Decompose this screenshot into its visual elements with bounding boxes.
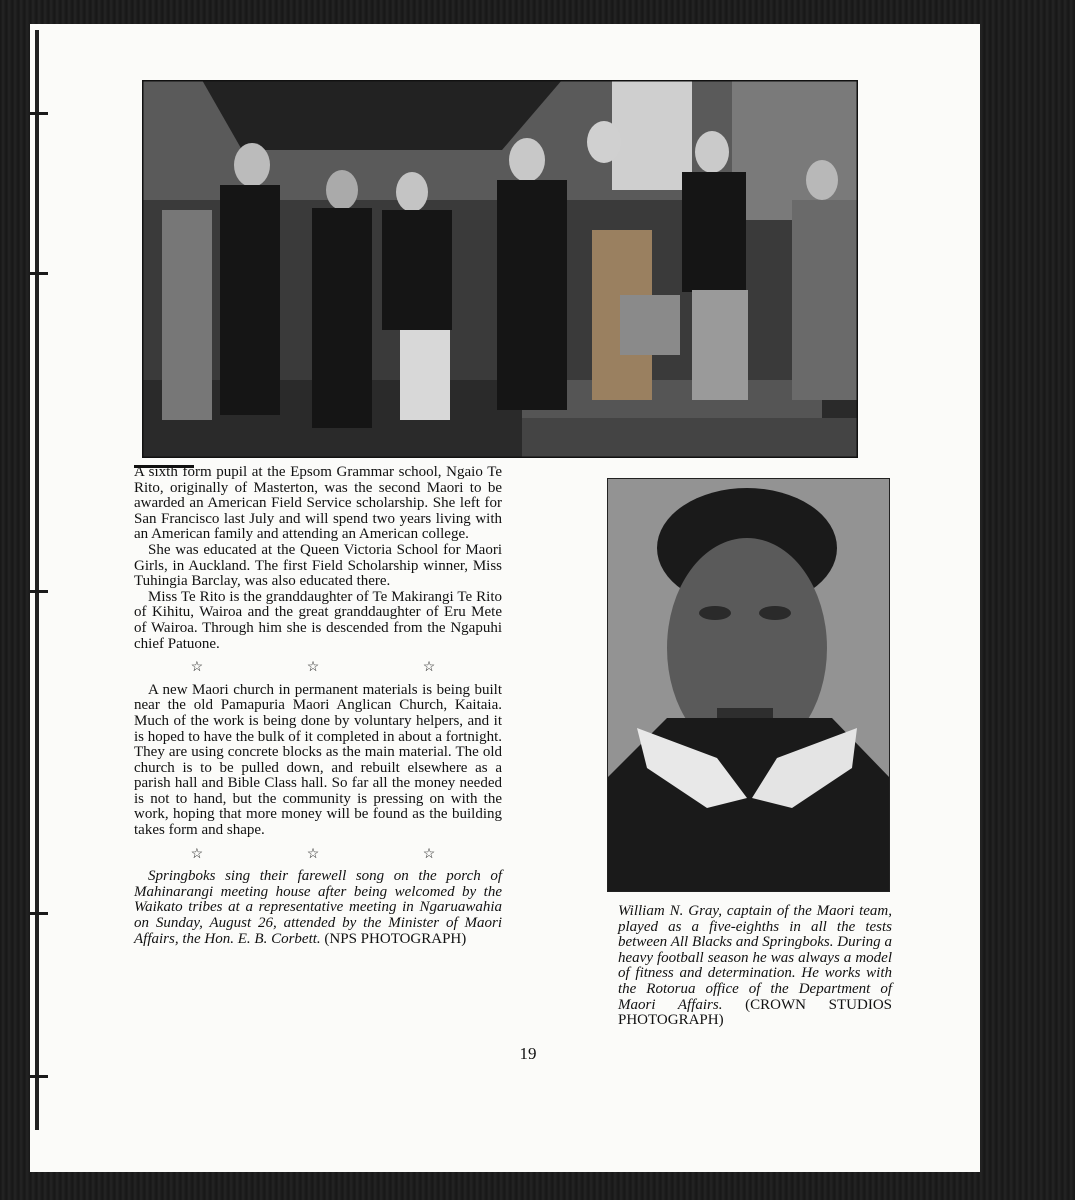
binding-mark <box>30 590 48 593</box>
portrait-caption-text: William N. Gray, captain of the Maori team, played as a five-eighths in all the tests between All Blacks and Springboks. During a heavy football season he was always a model of fitness and determination. He works with the Rotorua office of the Department of Maori Affairs. <box>618 903 892 1013</box>
binding-mark <box>30 272 48 275</box>
photo-credit: (NPS PHOTOGRAPH) <box>324 930 467 947</box>
section-divider-stars: ☆ ☆ ☆ <box>190 660 486 676</box>
binding-mark <box>30 112 48 115</box>
main-photo-caption-text: Springboks sing their farewell song on the porch of Mahinarangi meeting house after being welcomed by the Waikato tribes at a representative meeting in Ngaruawahia on Sunday, August 26, attended by the Minister of Maori Affairs, the Hon. E. B. Corbett. <box>134 868 502 947</box>
springboks-porch-photo <box>142 80 858 458</box>
william-gray-portrait <box>607 478 890 892</box>
article-paragraph: Miss Te Rito is the granddaughter of Te Makirangi Te Rito of Kihitu, Wairoa and the great granddaughter of Eru Mete of Wairoa. Through him she is descended from the Ngapuhi chief Patuone. <box>134 588 502 652</box>
article-paragraph: A sixth form pupil at the Epsom Grammar school, Ngaio Te Rito, originally of Masterton, was the second Maori to be awarded an American Field Service scholarship. She left for San Francisco last July and will spend two years living with an American family and attending an American college. <box>134 464 502 543</box>
binding-mark <box>30 912 48 915</box>
photo-credit: (CROWN STUDIOS PHOTOGRAPH) <box>618 996 893 1029</box>
binding-edge <box>35 30 39 1130</box>
section-divider-stars: ☆ ☆ ☆ <box>190 846 486 862</box>
binding-mark <box>30 1075 48 1078</box>
page-number: 19 <box>519 1044 537 1063</box>
portrait-caption <box>618 904 892 1029</box>
main-photo-caption <box>134 869 502 947</box>
right-column <box>618 904 892 1029</box>
left-column <box>134 465 502 947</box>
article-paragraph: A new Maori church in permanent materials is being built near the old Pamapuria Maori Anglican Church, Kaitaia. Much of the work is being done by voluntary helpers, and it is hoped to have the bulk of it completed in about a fortnight. They are using concrete blocks as the main material. The old church is to be pulled down, and rebuilt elsewhere as a parish hall and Bible Class hall. So far all the money needed is not to hand, but the community is pressing on with the work, hoping that more money will be found as the building takes form and shape. <box>134 681 502 839</box>
article-paragraph: She was educated at the Queen Victoria School for Maori Girls, in Auckland. The first Field Scholarship winner, Miss Tuhingia Barclay, was also educated there. <box>134 541 502 590</box>
